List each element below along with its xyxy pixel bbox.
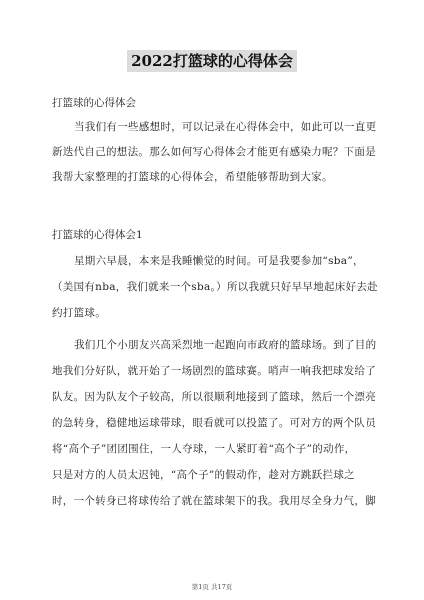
- section-heading: 打篮球的心得体会: [52, 97, 136, 109]
- section-heading: 打篮球的心得体会1: [52, 229, 143, 241]
- intro-line: 新迭代自己的想法。那么如何写心得体会才能更有感染力呢？下面是: [52, 146, 376, 158]
- paragraph-line: 只是对方的人员太迟钝，“高个子”的假动作，趁对方跳跃拦球之: [52, 469, 355, 481]
- page-footer: 第1页 共17页: [191, 583, 233, 591]
- paragraph-line: 我们几个小朋友兴高采烈地一起跑向市政府的篮球场。到了目的: [74, 339, 377, 351]
- paragraph-line: （美国有nba，我们就来一个sba。）所以我就只好早早地起床好去赴: [52, 281, 378, 293]
- paragraph-line: 时，一个转身已将球传给了就在篮球架下的我。我用尽全身力气，脚: [52, 495, 376, 507]
- intro-line: 我帮大家整理的打篮球的心得体会，希望能够帮助到大家。: [52, 171, 333, 183]
- page-title: 2022打篮球的心得体会: [131, 52, 293, 70]
- paragraph-line: 地我们分好队，就开始了一场剧烈的篮球赛。哨声一响我把球发给了: [52, 365, 376, 377]
- paragraph-line: 星期六早晨，本来是我睡懒觉的时间。可是我要参加“sba”，: [74, 255, 364, 267]
- paragraph-line: 队友。因为队友个子较高，所以很顺利地接到了篮球，然后一个漂亮: [52, 391, 376, 403]
- paragraph-line: 约打篮球。: [52, 307, 106, 319]
- paragraph-line: 的急转身，稳健地运球带球，眼看就可以投篮了。可对方的两个队员: [52, 417, 376, 429]
- intro-line: 当我们有一些感想时，可以记录在心得体会中，如此可以一直更: [74, 121, 377, 133]
- paragraph-line: 将“高个子”团团围住，一人夺球，一人紧盯着“高个子”的动作，: [52, 443, 356, 455]
